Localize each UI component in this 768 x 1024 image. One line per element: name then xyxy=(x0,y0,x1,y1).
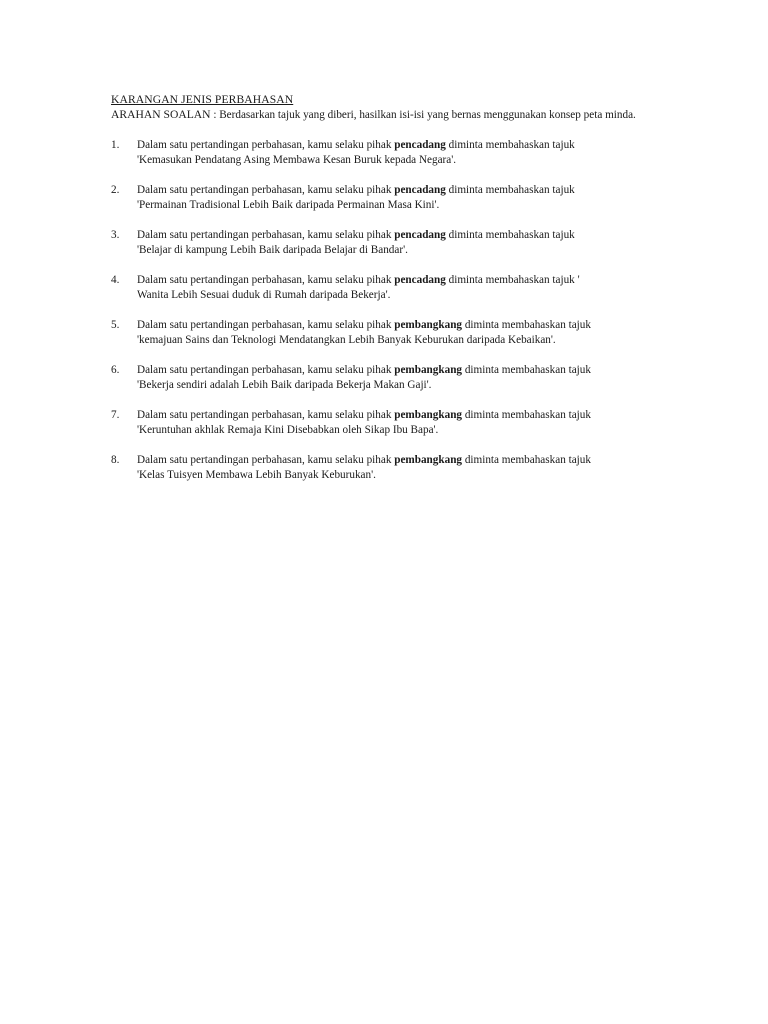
question-body xyxy=(137,408,659,437)
question-side: pencadang xyxy=(394,184,446,196)
question-suffix: diminta membahaskan tajuk xyxy=(462,409,591,421)
question-topic: Wanita Lebih Sesuai duduk di Rumah daripada Bekerja'. xyxy=(137,288,391,301)
question-suffix: diminta membahaskan tajuk xyxy=(462,319,591,331)
question-prefix: Dalam satu pertandingan perbahasan, kamu selaku pihak xyxy=(137,139,395,151)
instruction-text: : Berdasarkan tajuk yang diberi, hasilkan isi-isi yang bernas menggunakan konsep peta minda. xyxy=(210,108,636,121)
question-topic: 'Kemasukan Pendatang Asing Membawa Kesan Buruk kepada Negara'. xyxy=(137,153,457,166)
question-suffix: diminta membahaskan tajuk xyxy=(445,229,575,241)
question-topic: 'Kelas Tuisyen Membawa Lebih Banyak Keburukan'. xyxy=(137,468,376,481)
question-side: pencadang xyxy=(394,229,446,241)
question-side: pembangkang xyxy=(394,409,463,421)
question-number: 8. xyxy=(111,454,120,466)
question-body xyxy=(137,318,659,347)
question-body xyxy=(137,183,659,212)
question-prefix: Dalam satu pertandingan perbahasan, kamu selaku pihak xyxy=(137,184,395,196)
question-number: 2. xyxy=(111,184,120,196)
question-number: 5. xyxy=(111,319,120,331)
question-list xyxy=(111,138,659,482)
question-side: pembangkang xyxy=(394,364,463,376)
question-item xyxy=(111,273,659,302)
question-topic: 'Permainan Tradisional Lebih Baik daripada Permainan Masa Kini'. xyxy=(137,198,440,211)
question-suffix: diminta membahaskan tajuk xyxy=(462,364,591,376)
question-prefix: Dalam satu pertandingan perbahasan, kamu selaku pihak xyxy=(137,409,395,421)
instruction-paragraph xyxy=(111,108,659,123)
question-topic: 'Bekerja sendiri adalah Lebih Baik daripada Bekerja Makan Gaji'. xyxy=(137,378,432,391)
question-suffix: diminta membahaskan tajuk xyxy=(445,184,575,196)
question-side: pencadang xyxy=(394,139,446,151)
question-topic: 'Belajar di kampung Lebih Baik daripada Belajar di Bandar'. xyxy=(137,243,408,256)
question-item xyxy=(111,138,659,167)
question-item xyxy=(111,453,659,482)
question-item xyxy=(111,408,659,437)
question-number: 3. xyxy=(111,229,120,241)
question-suffix: diminta membahaskan tajuk xyxy=(445,139,575,151)
question-topic: 'kemajuan Sains dan Teknologi Mendatangkan Lebih Banyak Keburukan daripada Kebaikan'. xyxy=(137,333,556,346)
question-number: 7. xyxy=(111,409,120,421)
question-suffix: diminta membahaskan tajuk ' xyxy=(445,274,580,286)
document-page xyxy=(111,93,659,498)
question-body xyxy=(137,273,659,302)
question-suffix: diminta membahaskan tajuk xyxy=(462,454,591,466)
question-prefix: Dalam satu pertandingan perbahasan, kamu selaku pihak xyxy=(137,229,395,241)
question-prefix: Dalam satu pertandingan perbahasan, kamu selaku pihak xyxy=(137,454,395,466)
question-item xyxy=(111,318,659,347)
question-body xyxy=(137,453,659,482)
question-item xyxy=(111,228,659,257)
question-side: pembangkang xyxy=(394,454,463,466)
question-number: 6. xyxy=(111,364,120,376)
question-side: pencadang xyxy=(394,274,446,286)
document-title: KARANGAN JENIS PERBAHASAN xyxy=(111,93,294,106)
question-number: 1. xyxy=(111,139,120,151)
instruction-lead: ARAHAN SOALAN xyxy=(111,107,211,121)
question-prefix: Dalam satu pertandingan perbahasan, kamu selaku pihak xyxy=(137,274,395,286)
question-side: pembangkang xyxy=(394,319,463,331)
question-prefix: Dalam satu pertandingan perbahasan, kamu selaku pihak xyxy=(137,364,395,376)
question-item xyxy=(111,183,659,212)
question-prefix: Dalam satu pertandingan perbahasan, kamu selaku pihak xyxy=(137,319,395,331)
question-body xyxy=(137,138,659,167)
question-body xyxy=(137,228,659,257)
question-body xyxy=(137,363,659,392)
question-item xyxy=(111,363,659,392)
question-topic: 'Keruntuhan akhlak Remaja Kini Disebabkan oleh Sikap Ibu Bapa'. xyxy=(137,423,439,436)
question-number: 4. xyxy=(111,274,120,286)
